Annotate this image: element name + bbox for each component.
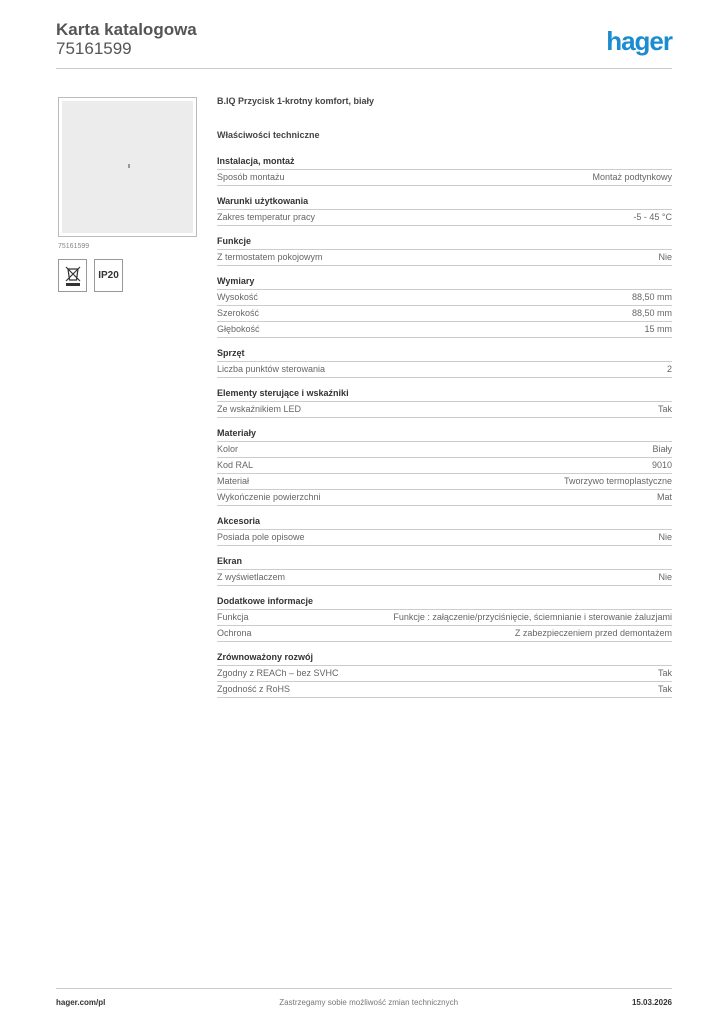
spec-section bbox=[217, 155, 672, 186]
spec-section bbox=[217, 235, 672, 266]
spec-row bbox=[217, 666, 672, 682]
spec-section bbox=[217, 275, 672, 338]
spec-value: Tak bbox=[657, 684, 672, 694]
ip20-badge: IP20 bbox=[94, 259, 123, 292]
spec-row bbox=[217, 250, 672, 266]
spec-section bbox=[217, 595, 672, 642]
spec-value: 9010 bbox=[651, 460, 672, 470]
spec-label: Ochrona bbox=[217, 628, 252, 638]
product-title: B.IQ Przycisk 1-krotny komfort, biały bbox=[217, 96, 375, 106]
spec-row bbox=[217, 610, 672, 626]
main-content bbox=[217, 96, 672, 698]
spec-row bbox=[217, 474, 672, 490]
spec-row bbox=[217, 170, 672, 186]
spec-value: Funkcje : załączenie/przyciśnięcie, ściemnianie i sterowanie żaluzjami bbox=[393, 612, 672, 622]
spec-value: Tak bbox=[657, 404, 672, 414]
section-title: Materiały bbox=[217, 427, 672, 442]
footer-date: 15.03.2026 bbox=[631, 998, 672, 1007]
section-title: Dodatkowe informacje bbox=[217, 595, 672, 610]
spec-value: Nie bbox=[658, 252, 672, 262]
spec-label: Wysokość bbox=[217, 292, 258, 302]
page-title: Karta katalogowa bbox=[56, 20, 197, 39]
spec-label: Głębokość bbox=[217, 324, 260, 334]
spec-label: Zgodność z RoHS bbox=[217, 684, 291, 694]
footer bbox=[56, 988, 672, 1007]
spec-label: Funkcja bbox=[217, 612, 249, 622]
spec-label: Szerokość bbox=[217, 308, 260, 318]
spec-row bbox=[217, 626, 672, 642]
spec-section bbox=[217, 195, 672, 226]
footer-note: Zastrzegamy sobie możliwość zmian technicznych bbox=[279, 998, 459, 1007]
spec-label: Wykończenie powierzchni bbox=[217, 492, 321, 502]
spec-value: Tworzywo termoplastyczne bbox=[563, 476, 672, 486]
spec-value: Nie bbox=[658, 572, 672, 582]
spec-section bbox=[217, 387, 672, 418]
spec-value: -5 - 45 °C bbox=[633, 212, 672, 222]
spec-row bbox=[217, 570, 672, 586]
spec-section bbox=[217, 651, 672, 698]
spec-row bbox=[217, 402, 672, 418]
product-image bbox=[58, 97, 197, 237]
spec-label: Liczba punktów sterowania bbox=[217, 364, 326, 374]
spec-label: Sposób montażu bbox=[217, 172, 285, 182]
spec-label: Kod RAL bbox=[217, 460, 254, 470]
section-title: Instalacja, montaż bbox=[217, 155, 672, 170]
section-title: Sprzęt bbox=[217, 347, 672, 362]
product-code: 75161599 bbox=[56, 39, 132, 58]
spec-section bbox=[217, 555, 672, 586]
spec-row bbox=[217, 682, 672, 698]
spec-row bbox=[217, 306, 672, 322]
section-title: Funkcje bbox=[217, 235, 672, 250]
spec-value: 2 bbox=[666, 364, 672, 374]
section-title: Akcesoria bbox=[217, 515, 672, 530]
crossed-bin-icon bbox=[58, 259, 87, 292]
spec-value: Biały bbox=[652, 444, 672, 454]
spec-value: 88,50 mm bbox=[631, 308, 672, 318]
spec-section bbox=[217, 515, 672, 546]
spec-section bbox=[217, 347, 672, 378]
spec-label: Materiał bbox=[217, 476, 250, 486]
spec-value: 15 mm bbox=[644, 324, 672, 334]
spec-value: Montaż podtynkowy bbox=[592, 172, 672, 182]
spec-row bbox=[217, 362, 672, 378]
spec-label: Zgodny z REACh – bez SVHC bbox=[217, 668, 339, 678]
spec-value: Tak bbox=[657, 668, 672, 678]
properties-heading: Właściwości techniczne bbox=[217, 130, 320, 140]
spec-value: Nie bbox=[658, 532, 672, 542]
spec-row bbox=[217, 290, 672, 306]
section-title: Ekran bbox=[217, 555, 672, 570]
spec-value: Mat bbox=[656, 492, 672, 502]
spec-row bbox=[217, 210, 672, 226]
spec-section bbox=[217, 427, 672, 506]
section-title: Wymiary bbox=[217, 275, 672, 290]
spec-label: Z termostatem pokojowym bbox=[217, 252, 323, 262]
spec-label: Zakres temperatur pracy bbox=[217, 212, 316, 222]
spec-label: Ze wskaźnikiem LED bbox=[217, 404, 302, 414]
spec-row bbox=[217, 322, 672, 338]
section-title: Elementy sterujące i wskaźniki bbox=[217, 387, 672, 402]
footer-site-link[interactable]: hager.com/pl bbox=[56, 998, 106, 1007]
section-title: Warunki użytkowania bbox=[217, 195, 672, 210]
spec-row bbox=[217, 530, 672, 546]
spec-row bbox=[217, 442, 672, 458]
section-title: Zrównoważony rozwój bbox=[217, 651, 672, 666]
spec-label: Posiada pole opisowe bbox=[217, 532, 305, 542]
spec-value: 88,50 mm bbox=[631, 292, 672, 302]
spec-label: Z wyświetlaczem bbox=[217, 572, 286, 582]
image-code: 75161599 bbox=[58, 243, 90, 250]
spec-row bbox=[217, 490, 672, 506]
spec-label: Kolor bbox=[217, 444, 239, 454]
hager-logo: hager bbox=[606, 26, 672, 56]
header-divider bbox=[56, 68, 672, 69]
spec-value: Z zabezpieczeniem przed demontażem bbox=[514, 628, 672, 638]
spec-row bbox=[217, 458, 672, 474]
